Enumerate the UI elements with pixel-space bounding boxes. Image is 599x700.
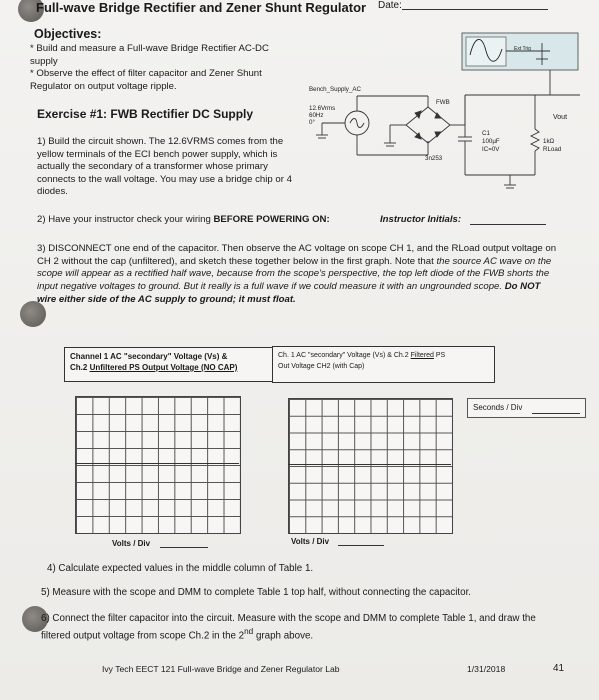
date-blank[interactable] <box>402 9 548 10</box>
objective-item: * Observe the effect of filter capacitor and Zener Shunt Regulator on output voltage ripple. <box>30 68 262 92</box>
volts-per-div-label-2: Volts / Div <box>291 537 330 546</box>
volts-per-div-label-1: Volts / Div <box>112 539 151 548</box>
graph-2-center-line <box>288 464 451 465</box>
cap-ic: IC=0V <box>482 146 500 153</box>
graph-1-label-box: Channel 1 AC "secondary" Voltage (Vs) & Ch.2 Unfiltered PS Output Voltage (NO CAP) <box>64 347 286 382</box>
graph-2-grid[interactable] <box>288 398 453 534</box>
page-title: Full-wave Bridge Rectifier and Zener Shunt Regulator <box>36 0 367 15</box>
cap-name: C1 <box>482 130 490 137</box>
objective-item: * Build and measure a Full-wave Bridge Rectifier AC-DC supply <box>30 43 269 67</box>
ext-trig-label: Ext Trig <box>514 46 531 52</box>
step-2-text: 2) Have your instructor check your wiring BEFORE POWERING ON: <box>37 214 330 225</box>
graph-1-center-line <box>75 463 239 464</box>
step-1-text: 1) Build the circuit shown. The 12.6VRMS comes from the yellow terminals of the ECI bench power supply, which is actually the secondary of a transformer whose primary connects to the wall voltage. You may use a bridge chip or 4 diodes. <box>37 136 292 198</box>
volts-per-div-blank-2[interactable] <box>338 545 384 546</box>
graph-1-grid[interactable] <box>75 396 241 534</box>
seconds-per-div-box: Seconds / Div <box>467 398 586 418</box>
objectives-heading: Objectives: <box>34 27 102 41</box>
fwb-label: FWB <box>436 99 450 106</box>
footer-course: Ivy Tech EECT 121 Full-wave Bridge and Zener Regulator Lab <box>102 664 340 674</box>
graph-2-label-box: Ch. 1 AC "secondary" Voltage (Vs) & Ch.2 Filtered PS Out Voltage CH2 (with Cap) <box>272 346 495 383</box>
source-phase: 0° <box>309 119 315 126</box>
date-label: Date: <box>378 0 402 11</box>
diode-part-label: 3n253 <box>425 155 443 162</box>
footer-date: 1/31/2018 <box>467 664 506 674</box>
vout-label: Vout <box>553 114 568 121</box>
step-5-text: 5) Measure with the scope and DMM to complete Table 1 top half, without connecting the capacitor. <box>41 587 472 598</box>
page-number: 41 <box>553 663 565 674</box>
step-6-text: 6) Connect the filter capacitor into the circuit. Measure with the scope and DMM to complete Table 1, and draw the filtered output voltage from scope Ch.2 in the 2nd graph above. <box>41 613 536 642</box>
objectives-list <box>30 43 295 93</box>
step-3-text: 3) DISCONNECT one end of the capacitor. Then observe the AC voltage on scope CH 1, and the RLoad output voltage on CH 2 without the cap (unfiltered), and sketch these together below in the first graph. Note that the source AC wave on the scope will appear as a rectified half wave, because from the scope's perspective, the top left diode of the FWB shorts the input negative voltages to ground. But it really is a full wave if we could measure it with an ungrounded scope. Do NOT wire either side of the AC supply to ground; it must float. <box>37 243 557 305</box>
source-voltage: 12.6Vrms <box>309 105 336 112</box>
fwb-circuit-schematic <box>300 25 590 195</box>
bench-supply-label: Bench_Supply_AC <box>309 86 361 93</box>
seconds-per-div-blank[interactable] <box>532 413 580 414</box>
volts-per-div-blank-1[interactable] <box>160 547 208 548</box>
step-4-text: 4) Calculate expected values in the middle column of Table 1. <box>47 563 314 574</box>
cap-value: 100µF <box>482 138 500 145</box>
exercise-heading: Exercise #1: FWB Rectifier DC Supply <box>37 107 254 121</box>
instructor-initials-blank[interactable] <box>470 224 546 225</box>
source-frequency: 60Hz <box>309 112 324 119</box>
resistor-value: 1kΩ <box>543 138 555 145</box>
instructor-initials-label: Instructor Initials: <box>380 214 462 225</box>
resistor-name: RLoad <box>543 146 562 153</box>
